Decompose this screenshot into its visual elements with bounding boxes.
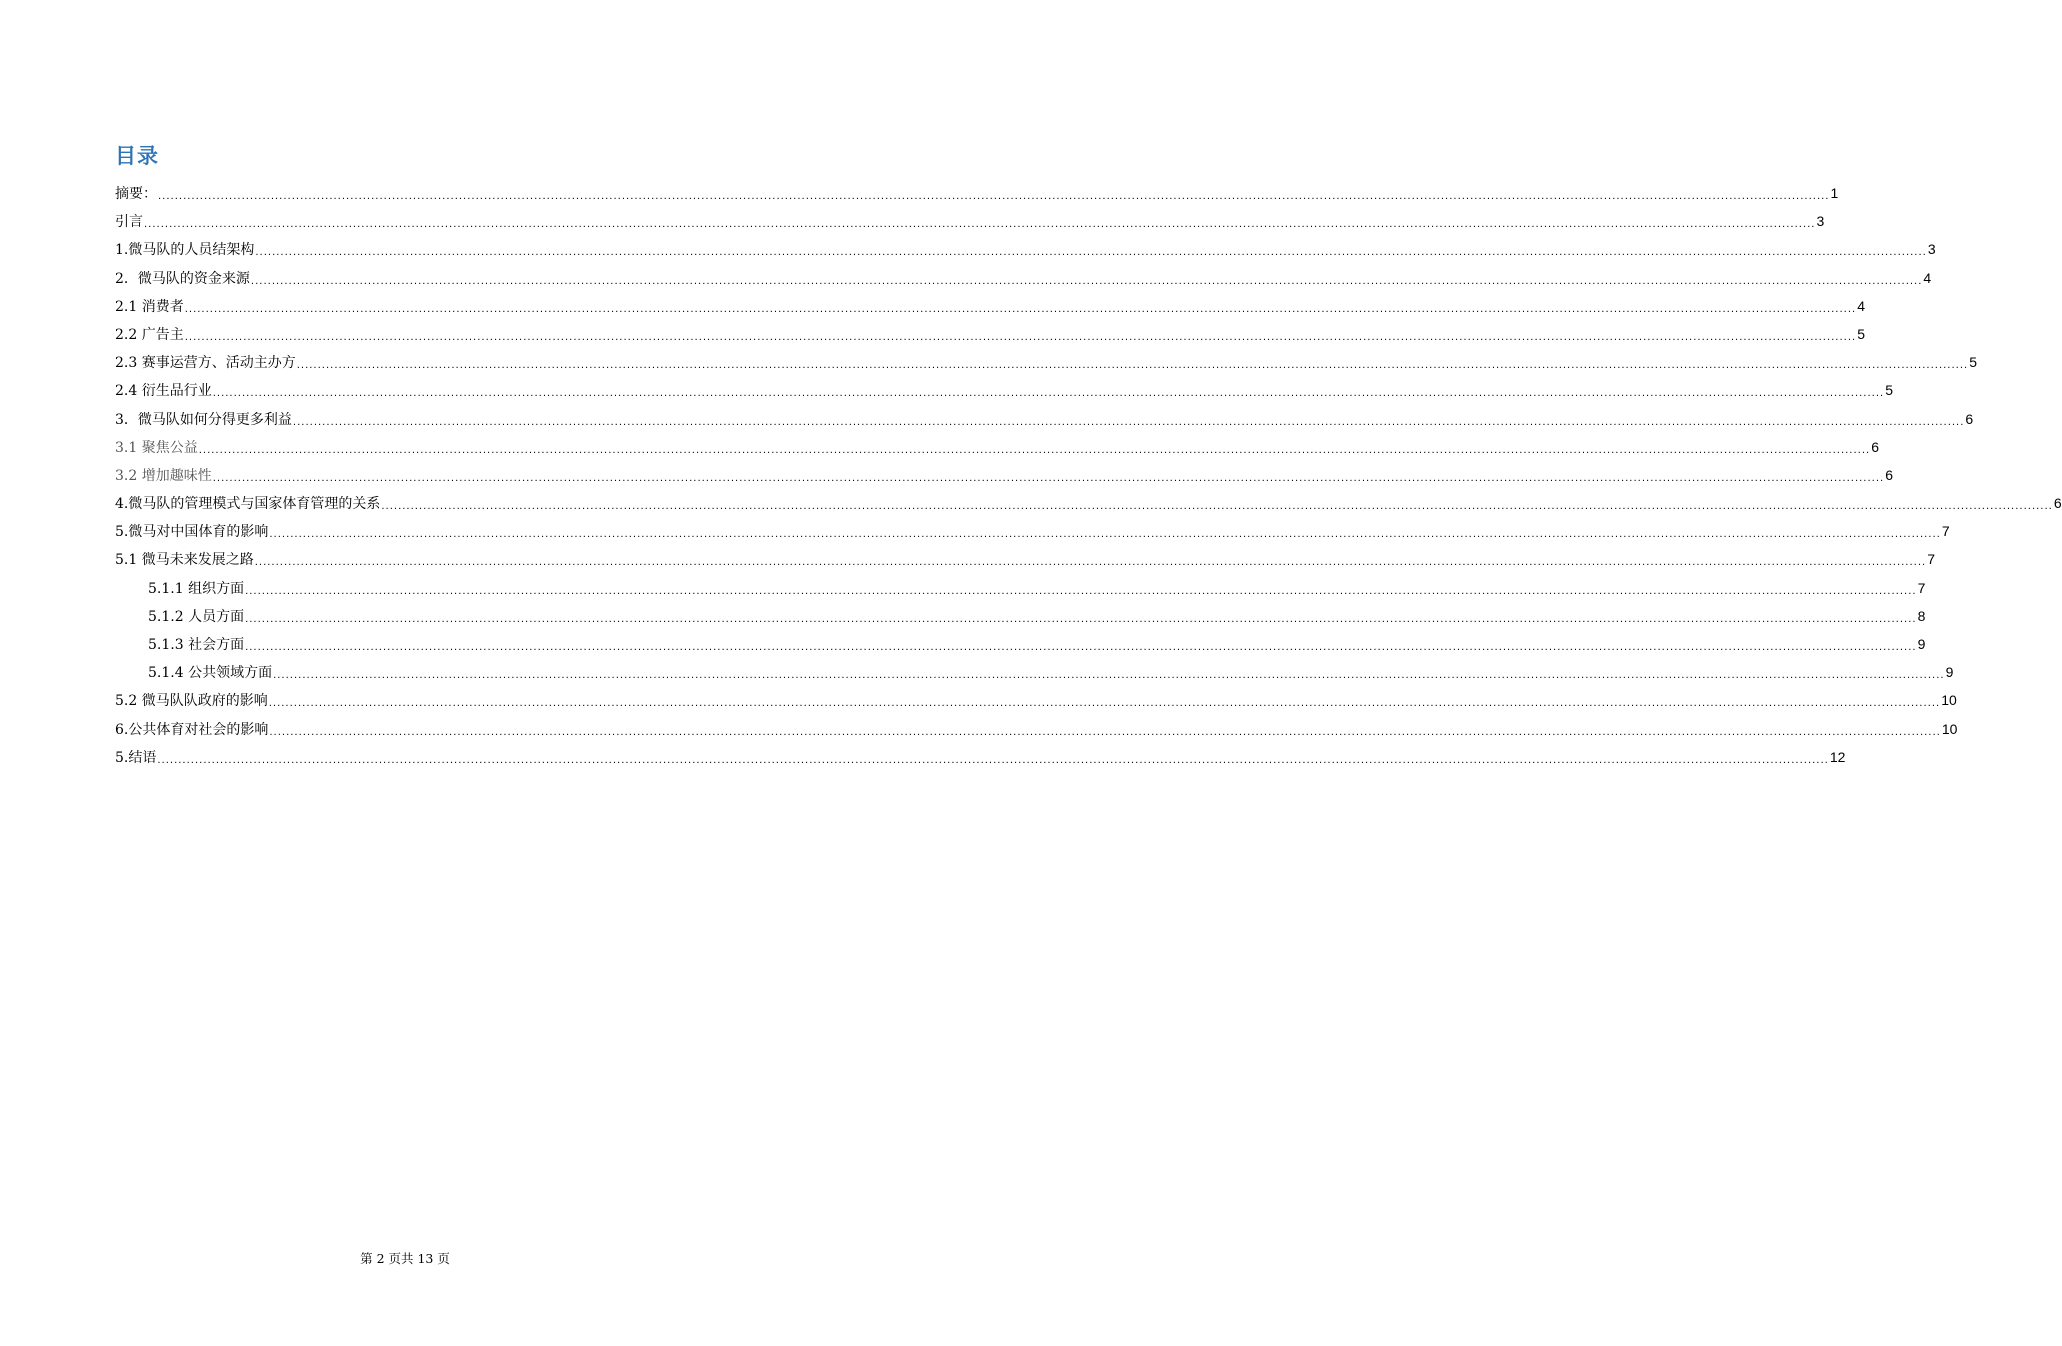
- toc-entry[interactable]: [115, 719, 1958, 747]
- toc-dot-leader: ................................................................................................................................................................................................................................................................................................................................................................................................................: [296, 360, 1969, 372]
- toc-dot-leader: ................................................................................................................................................................................................................................................................................................................................................................................................................: [212, 472, 1885, 484]
- toc-entry[interactable]: [115, 183, 1839, 211]
- toc-entry-page-number: 6: [1885, 466, 1893, 483]
- toc-entry-label: 5.微马对中国体育的影响: [115, 524, 269, 541]
- toc-entry-page-number: 1: [1830, 185, 1839, 201]
- toc-entry-label: 5.1.4 公共领域方面: [148, 665, 273, 682]
- toc-entry-label: 2.2 广告主: [115, 326, 184, 343]
- toc-entry-label: 3．微马队如何分得更多利益: [115, 411, 292, 428]
- toc-entry[interactable]: [115, 380, 1893, 408]
- toc-entry-page-number: 12: [1829, 748, 1846, 765]
- toc-dot-leader: ................................................................................................................................................................................................................................................................................................................................................................................................................: [269, 529, 1941, 541]
- toc-entry-label: 摘要：: [115, 186, 157, 202]
- toc-entry-label: 5.1.1 组织方面: [148, 580, 245, 597]
- toc-dot-leader: ................................................................................................................................................................................................................................................................................................................................................................................................................: [184, 303, 1857, 315]
- toc-entry-page-number: 4: [1923, 269, 1932, 286]
- toc-entry-page-number: 3: [1816, 213, 1825, 230]
- toc-entry-label: 6.公共体育对社会的影响: [115, 721, 269, 738]
- toc-entry-label: 2.3 赛事运营方、活动主办方: [115, 355, 296, 372]
- toc-entry-page-number: 6: [2053, 495, 2062, 512]
- toc-entry[interactable]: [115, 465, 1893, 493]
- toc-dot-leader: ................................................................................................................................................................................................................................................................................................................................................................................................................: [268, 698, 1941, 710]
- toc-entry-label: 2．微马队的资金来源: [115, 270, 250, 287]
- toc-dot-leader: ................................................................................................................................................................................................................................................................................................................................................................................................................: [254, 557, 1927, 569]
- toc-entry-page-number: 6: [1871, 438, 1879, 455]
- toc-dot-leader: ................................................................................................................................................................................................................................................................................................................................................................................................................: [245, 585, 1917, 597]
- toc-dot-leader: ................................................................................................................................................................................................................................................................................................................................................................................................................: [381, 501, 2053, 513]
- toc-entry-page-number: 9: [1945, 664, 1954, 681]
- toc-entry-label: 2.1 消费者: [115, 298, 184, 315]
- toc-dot-leader: ................................................................................................................................................................................................................................................................................................................................................................................................................: [255, 247, 1927, 259]
- toc-entry-page-number: 6: [1965, 410, 1974, 427]
- toc-entry[interactable]: [115, 239, 1936, 267]
- toc-entry-label: 3.1 聚焦公益: [115, 439, 198, 456]
- toc-dot-leader: ................................................................................................................................................................................................................................................................................................................................................................................................................: [269, 726, 1941, 738]
- toc-entry-label: 5.2 微马队队政府的影响: [115, 693, 268, 710]
- toc-entry-label: 1.微马队的人员结架构: [115, 242, 255, 259]
- toc-dot-leader: ................................................................................................................................................................................................................................................................................................................................................................................................................: [212, 388, 1885, 400]
- toc-entry-page-number: 5: [1857, 325, 1865, 342]
- toc-entry[interactable]: [115, 268, 1932, 296]
- toc-dot-leader: ................................................................................................................................................................................................................................................................................................................................................................................................................: [245, 613, 1917, 625]
- toc-dot-leader: ................................................................................................................................................................................................................................................................................................................................................................................................................: [158, 191, 1830, 202]
- toc-entry[interactable]: [115, 606, 1926, 634]
- toc-entry[interactable]: [115, 634, 1926, 662]
- toc-entry-label: 引言: [115, 214, 143, 231]
- toc-entry-label: 3.2 增加趣味性: [115, 467, 212, 484]
- toc-entry[interactable]: [115, 324, 1865, 352]
- toc-entry[interactable]: [115, 296, 1865, 324]
- toc-entry-page-number: 7: [1917, 579, 1926, 596]
- toc-entry-label: 4.微马队的管理模式与国家体育管理的关系: [115, 496, 381, 513]
- toc-entry[interactable]: [115, 493, 2062, 521]
- toc-dot-leader: ................................................................................................................................................................................................................................................................................................................................................................................................................: [144, 219, 1816, 231]
- toc-dot-leader: ................................................................................................................................................................................................................................................................................................................................................................................................................: [184, 331, 1857, 343]
- toc-entry-page-number: 5: [1885, 382, 1893, 399]
- toc-entry-page-number: 8: [1917, 607, 1926, 624]
- toc-entry[interactable]: [115, 690, 1957, 718]
- toc-entry-label: 5.1.3 社会方面: [148, 637, 245, 653]
- toc-entry[interactable]: [115, 409, 1974, 437]
- toc-entry[interactable]: [115, 352, 1977, 380]
- toc-entry[interactable]: [115, 549, 1935, 577]
- toc-dot-leader: ................................................................................................................................................................................................................................................................................................................................................................................................................: [157, 754, 1829, 766]
- toc-entry-page-number: 10: [1941, 720, 1958, 737]
- toc-dot-leader: ................................................................................................................................................................................................................................................................................................................................................................................................................: [292, 416, 1965, 428]
- table-of-contents: [115, 183, 2062, 775]
- toc-entry[interactable]: [115, 578, 1926, 606]
- toc-entry-page-number: 5: [1969, 354, 1977, 371]
- toc-entry-page-number: 4: [1857, 297, 1865, 314]
- toc-entry-page-number: 3: [1927, 241, 1936, 258]
- toc-entry-label: 5.1 微马未来发展之路: [115, 552, 254, 569]
- toc-entry[interactable]: [115, 211, 1825, 239]
- toc-entry[interactable]: [115, 747, 1846, 775]
- toc-entry-label: 2.4 衍生品行业: [115, 383, 212, 400]
- toc-entry[interactable]: [115, 521, 1950, 549]
- toc-dot-leader: ................................................................................................................................................................................................................................................................................................................................................................................................................: [273, 670, 1945, 682]
- toc-entry-page-number: 7: [1927, 551, 1935, 568]
- toc-entry[interactable]: [115, 437, 1879, 465]
- toc-entry-page-number: 10: [1941, 692, 1957, 709]
- toc-entry-page-number: 7: [1941, 523, 1950, 540]
- toc-dot-leader: ................................................................................................................................................................................................................................................................................................................................................................................................................: [198, 444, 1871, 456]
- toc-entry-label: 5.结语: [115, 749, 157, 766]
- toc-dot-leader: ................................................................................................................................................................................................................................................................................................................................................................................................................: [250, 275, 1923, 287]
- toc-title: 目录: [115, 144, 159, 168]
- page-footer: 第 2 页共 13 页: [360, 1251, 450, 1266]
- toc-entry-page-number: 9: [1917, 636, 1926, 652]
- toc-entry-label: 5.1.2 人员方面: [148, 608, 245, 625]
- toc-dot-leader: ................................................................................................................................................................................................................................................................................................................................................................................................................: [245, 642, 1917, 653]
- toc-entry[interactable]: [115, 662, 1954, 690]
